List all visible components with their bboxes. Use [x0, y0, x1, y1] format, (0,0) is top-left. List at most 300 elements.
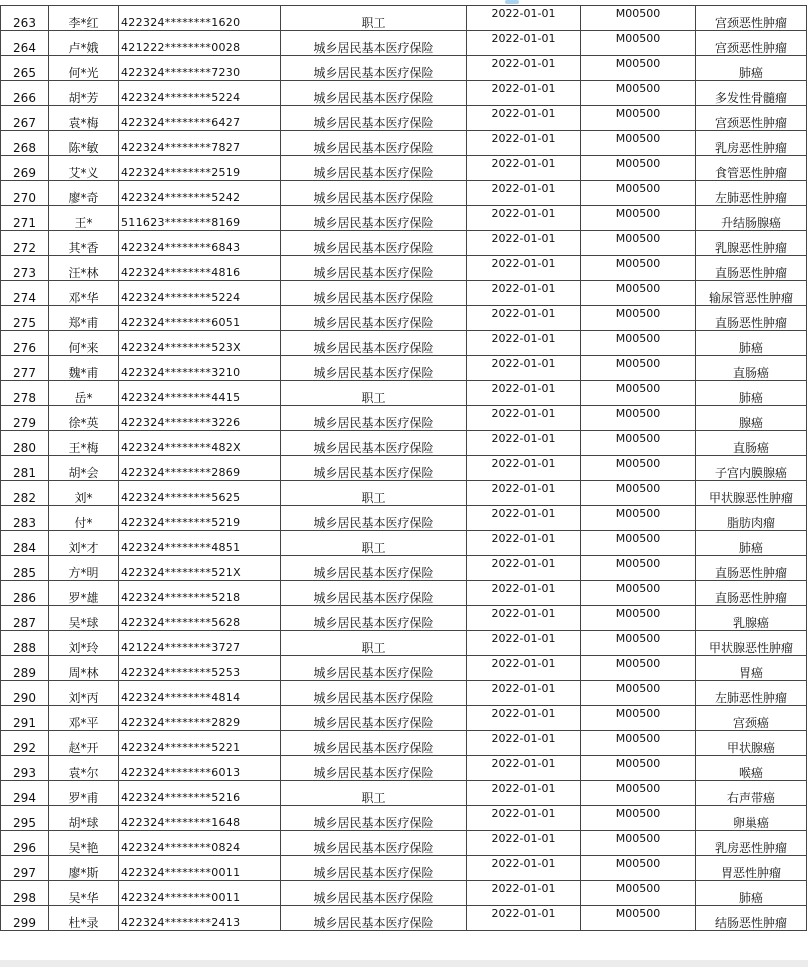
- diagnosis-cell[interactable]: 升结肠腺癌: [696, 206, 807, 231]
- code-cell[interactable]: M00500: [581, 281, 696, 306]
- code-cell[interactable]: M00500: [581, 356, 696, 381]
- diagnosis-cell[interactable]: 乳腺恶性肿瘤: [696, 231, 807, 256]
- insurance-type-cell[interactable]: 城乡居民基本医疗保险: [281, 681, 467, 706]
- table-row: [1, 706, 807, 731]
- date-cell[interactable]: 2022-01-01: [467, 156, 581, 181]
- date-cell[interactable]: 2022-01-01: [467, 906, 581, 931]
- diagnosis-cell[interactable]: 乳房恶性肿瘤: [696, 831, 807, 856]
- code-cell[interactable]: M00500: [581, 881, 696, 906]
- diagnosis-cell[interactable]: 直肠恶性肿瘤: [696, 581, 807, 606]
- name-cell[interactable]: 刘*玲: [49, 631, 119, 656]
- id-number-cell[interactable]: 422324********523X: [119, 331, 281, 356]
- diagnosis-cell[interactable]: 肺癌: [696, 56, 807, 81]
- diagnosis-cell[interactable]: 脂肪肉瘤: [696, 506, 807, 531]
- id-number-cell[interactable]: 422324********521X: [119, 556, 281, 581]
- table-row: [1, 406, 807, 431]
- name-cell[interactable]: 袁*梅: [49, 106, 119, 131]
- insurance-type-cell[interactable]: 职工: [281, 781, 467, 806]
- insurance-type-cell[interactable]: 职工: [281, 631, 467, 656]
- row-number-cell[interactable]: 286: [1, 581, 49, 606]
- id-number-cell[interactable]: 422324********5218: [119, 581, 281, 606]
- code-cell[interactable]: M00500: [581, 456, 696, 481]
- diagnosis-cell[interactable]: 乳房恶性肿瘤: [696, 131, 807, 156]
- table-row: [1, 506, 807, 531]
- name-cell[interactable]: 王*梅: [49, 431, 119, 456]
- id-number-cell[interactable]: 422324********2413: [119, 906, 281, 931]
- table-row: [1, 31, 807, 56]
- id-number-cell[interactable]: 422324********6013: [119, 756, 281, 781]
- table-row: [1, 356, 807, 381]
- table-row: [1, 656, 807, 681]
- table-row: [1, 106, 807, 131]
- row-number-cell[interactable]: 280: [1, 431, 49, 456]
- row-number-cell[interactable]: 275: [1, 306, 49, 331]
- row-number-cell[interactable]: 288: [1, 631, 49, 656]
- row-number-cell[interactable]: 295: [1, 806, 49, 831]
- insurance-type-cell[interactable]: 城乡居民基本医疗保险: [281, 106, 467, 131]
- date-cell[interactable]: 2022-01-01: [467, 256, 581, 281]
- insurance-type-cell[interactable]: 城乡居民基本医疗保险: [281, 331, 467, 356]
- table-row: [1, 831, 807, 856]
- code-cell[interactable]: M00500: [581, 556, 696, 581]
- table-row: [1, 56, 807, 81]
- id-number-cell[interactable]: 422324********5224: [119, 281, 281, 306]
- table-row: [1, 556, 807, 581]
- code-cell[interactable]: M00500: [581, 106, 696, 131]
- row-number-cell[interactable]: 284: [1, 531, 49, 556]
- table-row: [1, 456, 807, 481]
- date-cell[interactable]: 2022-01-01: [467, 481, 581, 506]
- date-cell[interactable]: 2022-01-01: [467, 406, 581, 431]
- table-row: [1, 881, 807, 906]
- id-number-cell[interactable]: 422324********482X: [119, 431, 281, 456]
- code-cell[interactable]: M00500: [581, 31, 696, 56]
- diagnosis-cell[interactable]: 宫颈恶性肿瘤: [696, 6, 807, 31]
- id-number-cell[interactable]: 422324********5242: [119, 181, 281, 206]
- date-cell[interactable]: 2022-01-01: [467, 281, 581, 306]
- insurance-type-cell[interactable]: 城乡居民基本医疗保险: [281, 856, 467, 881]
- insurance-type-cell[interactable]: 城乡居民基本医疗保险: [281, 281, 467, 306]
- table-row: [1, 81, 807, 106]
- id-number-cell[interactable]: 422324********5253: [119, 656, 281, 681]
- table-row: [1, 131, 807, 156]
- insurance-type-cell[interactable]: 城乡居民基本医疗保险: [281, 56, 467, 81]
- diagnosis-cell[interactable]: 宫颈恶性肿瘤: [696, 106, 807, 131]
- id-number-cell[interactable]: 422324********5224: [119, 81, 281, 106]
- row-number-cell[interactable]: 271: [1, 206, 49, 231]
- name-cell[interactable]: 岳*: [49, 381, 119, 406]
- date-cell[interactable]: 2022-01-01: [467, 431, 581, 456]
- name-cell[interactable]: 魏*甫: [49, 356, 119, 381]
- name-cell[interactable]: 罗*甫: [49, 781, 119, 806]
- selection-marker: [505, 0, 519, 4]
- code-cell[interactable]: M00500: [581, 806, 696, 831]
- row-number-cell[interactable]: 279: [1, 406, 49, 431]
- insurance-type-cell[interactable]: 城乡居民基本医疗保险: [281, 456, 467, 481]
- code-cell[interactable]: M00500: [581, 781, 696, 806]
- id-number-cell[interactable]: 511623********8169: [119, 206, 281, 231]
- code-cell[interactable]: M00500: [581, 856, 696, 881]
- date-cell[interactable]: 2022-01-01: [467, 856, 581, 881]
- name-cell[interactable]: 袁*尔: [49, 756, 119, 781]
- row-number-cell[interactable]: 272: [1, 231, 49, 256]
- diagnosis-cell[interactable]: 直肠癌: [696, 356, 807, 381]
- date-cell[interactable]: 2022-01-01: [467, 706, 581, 731]
- insurance-type-cell[interactable]: 城乡居民基本医疗保险: [281, 581, 467, 606]
- row-number-cell[interactable]: 269: [1, 156, 49, 181]
- row-number-cell[interactable]: 287: [1, 606, 49, 631]
- name-cell[interactable]: 胡*会: [49, 456, 119, 481]
- insurance-type-cell[interactable]: 城乡居民基本医疗保险: [281, 881, 467, 906]
- diagnosis-cell[interactable]: 甲状腺癌: [696, 731, 807, 756]
- row-number-cell[interactable]: 299: [1, 906, 49, 931]
- table-row: [1, 606, 807, 631]
- table-row: [1, 256, 807, 281]
- diagnosis-cell[interactable]: 输尿管恶性肿瘤: [696, 281, 807, 306]
- code-cell[interactable]: M00500: [581, 481, 696, 506]
- diagnosis-cell[interactable]: 肺癌: [696, 881, 807, 906]
- id-number-cell[interactable]: 422324********5219: [119, 506, 281, 531]
- row-number-cell[interactable]: 290: [1, 681, 49, 706]
- diagnosis-cell[interactable]: 直肠恶性肿瘤: [696, 256, 807, 281]
- insurance-type-cell[interactable]: 城乡居民基本医疗保险: [281, 356, 467, 381]
- diagnosis-cell[interactable]: 肺癌: [696, 331, 807, 356]
- code-cell[interactable]: M00500: [581, 181, 696, 206]
- row-number-cell[interactable]: 282: [1, 481, 49, 506]
- name-cell[interactable]: 付*: [49, 506, 119, 531]
- table-row: [1, 781, 807, 806]
- code-cell[interactable]: M00500: [581, 681, 696, 706]
- name-cell[interactable]: 赵*开: [49, 731, 119, 756]
- date-cell[interactable]: 2022-01-01: [467, 806, 581, 831]
- id-number-cell[interactable]: 422324********4814: [119, 681, 281, 706]
- name-cell[interactable]: 吴*华: [49, 881, 119, 906]
- code-cell[interactable]: M00500: [581, 831, 696, 856]
- id-number-cell[interactable]: 422324********5628: [119, 606, 281, 631]
- insurance-type-cell[interactable]: 城乡居民基本医疗保险: [281, 606, 467, 631]
- diagnosis-cell[interactable]: 甲状腺恶性肿瘤: [696, 481, 807, 506]
- date-cell[interactable]: 2022-01-01: [467, 381, 581, 406]
- bottom-scroll-strip: [0, 960, 808, 967]
- date-cell[interactable]: 2022-01-01: [467, 131, 581, 156]
- code-cell[interactable]: M00500: [581, 381, 696, 406]
- id-number-cell[interactable]: 422324********1648: [119, 806, 281, 831]
- code-cell[interactable]: M00500: [581, 331, 696, 356]
- insurance-type-cell[interactable]: 城乡居民基本医疗保险: [281, 431, 467, 456]
- name-cell[interactable]: 廖*斯: [49, 856, 119, 881]
- date-cell[interactable]: 2022-01-01: [467, 6, 581, 31]
- name-cell[interactable]: 其*香: [49, 231, 119, 256]
- table-row: [1, 731, 807, 756]
- insurance-type-cell[interactable]: 城乡居民基本医疗保险: [281, 906, 467, 931]
- insurance-type-cell[interactable]: 城乡居民基本医疗保险: [281, 81, 467, 106]
- insurance-type-cell[interactable]: 城乡居民基本医疗保险: [281, 131, 467, 156]
- code-cell[interactable]: M00500: [581, 506, 696, 531]
- name-cell[interactable]: 吴*球: [49, 606, 119, 631]
- row-number-cell[interactable]: 265: [1, 56, 49, 81]
- date-cell[interactable]: 2022-01-01: [467, 756, 581, 781]
- id-number-cell[interactable]: 421222********0028: [119, 31, 281, 56]
- row-number-cell[interactable]: 289: [1, 656, 49, 681]
- name-cell[interactable]: 邓*平: [49, 706, 119, 731]
- id-number-cell[interactable]: 422324********6427: [119, 106, 281, 131]
- table-row: [1, 856, 807, 881]
- date-cell[interactable]: 2022-01-01: [467, 106, 581, 131]
- id-number-cell[interactable]: 422324********0011: [119, 881, 281, 906]
- id-number-cell[interactable]: 422324********3210: [119, 356, 281, 381]
- table-row: [1, 481, 807, 506]
- id-number-cell[interactable]: 422324********4851: [119, 531, 281, 556]
- code-cell[interactable]: M00500: [581, 156, 696, 181]
- row-number-cell[interactable]: 274: [1, 281, 49, 306]
- table-row: [1, 181, 807, 206]
- code-cell[interactable]: M00500: [581, 256, 696, 281]
- row-number-cell[interactable]: 285: [1, 556, 49, 581]
- code-cell[interactable]: M00500: [581, 306, 696, 331]
- insurance-type-cell[interactable]: 职工: [281, 6, 467, 31]
- id-number-cell[interactable]: 422324********7827: [119, 131, 281, 156]
- row-number-cell[interactable]: 297: [1, 856, 49, 881]
- diagnosis-cell[interactable]: 胃癌: [696, 656, 807, 681]
- id-number-cell[interactable]: 422324********2829: [119, 706, 281, 731]
- id-number-cell[interactable]: 422324********0824: [119, 831, 281, 856]
- name-cell[interactable]: 李*红: [49, 6, 119, 31]
- insurance-type-cell[interactable]: 城乡居民基本医疗保险: [281, 806, 467, 831]
- insurance-type-cell[interactable]: 城乡居民基本医疗保险: [281, 181, 467, 206]
- table-row: [1, 231, 807, 256]
- table-row: [1, 331, 807, 356]
- row-number-cell[interactable]: 296: [1, 831, 49, 856]
- code-cell[interactable]: M00500: [581, 131, 696, 156]
- table-body: [1, 6, 807, 931]
- code-cell[interactable]: M00500: [581, 6, 696, 31]
- name-cell[interactable]: 刘*: [49, 481, 119, 506]
- insurance-type-cell[interactable]: 城乡居民基本医疗保险: [281, 756, 467, 781]
- code-cell[interactable]: M00500: [581, 731, 696, 756]
- diagnosis-cell[interactable]: 直肠恶性肿瘤: [696, 556, 807, 581]
- name-cell[interactable]: 郑*甫: [49, 306, 119, 331]
- row-number-cell[interactable]: 291: [1, 706, 49, 731]
- id-number-cell[interactable]: 422324********0011: [119, 856, 281, 881]
- date-cell[interactable]: 2022-01-01: [467, 331, 581, 356]
- diagnosis-cell[interactable]: 肺癌: [696, 381, 807, 406]
- insurance-type-cell[interactable]: 城乡居民基本医疗保险: [281, 31, 467, 56]
- table-row: [1, 156, 807, 181]
- row-number-cell[interactable]: 277: [1, 356, 49, 381]
- diagnosis-cell[interactable]: 食管恶性肿瘤: [696, 156, 807, 181]
- row-number-cell[interactable]: 266: [1, 81, 49, 106]
- row-number-cell[interactable]: 294: [1, 781, 49, 806]
- id-number-cell[interactable]: 422324********2519: [119, 156, 281, 181]
- insurance-type-cell[interactable]: 城乡居民基本医疗保险: [281, 656, 467, 681]
- date-cell[interactable]: 2022-01-01: [467, 506, 581, 531]
- code-cell[interactable]: M00500: [581, 656, 696, 681]
- date-cell[interactable]: 2022-01-01: [467, 81, 581, 106]
- name-cell[interactable]: 徐*英: [49, 406, 119, 431]
- date-cell[interactable]: 2022-01-01: [467, 531, 581, 556]
- name-cell[interactable]: 卢*娥: [49, 31, 119, 56]
- insurance-type-cell[interactable]: 城乡居民基本医疗保险: [281, 206, 467, 231]
- id-number-cell[interactable]: 421224********3727: [119, 631, 281, 656]
- date-cell[interactable]: 2022-01-01: [467, 881, 581, 906]
- code-cell[interactable]: M00500: [581, 606, 696, 631]
- diagnosis-cell[interactable]: 直肠癌: [696, 431, 807, 456]
- row-number-cell[interactable]: 283: [1, 506, 49, 531]
- insurance-type-cell[interactable]: 职工: [281, 481, 467, 506]
- date-cell[interactable]: 2022-01-01: [467, 631, 581, 656]
- row-number-cell[interactable]: 278: [1, 381, 49, 406]
- insurance-type-cell[interactable]: 城乡居民基本医疗保险: [281, 831, 467, 856]
- insurance-type-cell[interactable]: 城乡居民基本医疗保险: [281, 706, 467, 731]
- name-cell[interactable]: 陈*敏: [49, 131, 119, 156]
- date-cell[interactable]: 2022-01-01: [467, 56, 581, 81]
- diagnosis-cell[interactable]: 直肠恶性肿瘤: [696, 306, 807, 331]
- diagnosis-cell[interactable]: 右声带癌: [696, 781, 807, 806]
- table-row: [1, 756, 807, 781]
- table-row: [1, 681, 807, 706]
- row-number-cell[interactable]: 267: [1, 106, 49, 131]
- name-cell[interactable]: 刘*丙: [49, 681, 119, 706]
- code-cell[interactable]: M00500: [581, 231, 696, 256]
- table-row: [1, 306, 807, 331]
- diagnosis-cell[interactable]: 宫颈癌: [696, 706, 807, 731]
- code-cell[interactable]: M00500: [581, 631, 696, 656]
- code-cell[interactable]: M00500: [581, 56, 696, 81]
- name-cell[interactable]: 艾*义: [49, 156, 119, 181]
- date-cell[interactable]: 2022-01-01: [467, 581, 581, 606]
- insurance-type-cell[interactable]: 城乡居民基本医疗保险: [281, 556, 467, 581]
- id-number-cell[interactable]: 422324********4415: [119, 381, 281, 406]
- table-row: [1, 206, 807, 231]
- name-cell[interactable]: 廖*奇: [49, 181, 119, 206]
- id-number-cell[interactable]: 422324********3226: [119, 406, 281, 431]
- code-cell[interactable]: M00500: [581, 581, 696, 606]
- id-number-cell[interactable]: 422324********5216: [119, 781, 281, 806]
- id-number-cell[interactable]: 422324********7230: [119, 56, 281, 81]
- id-number-cell[interactable]: 422324********6051: [119, 306, 281, 331]
- code-cell[interactable]: M00500: [581, 81, 696, 106]
- insurance-type-cell[interactable]: 城乡居民基本医疗保险: [281, 406, 467, 431]
- name-cell[interactable]: 杜*录: [49, 906, 119, 931]
- id-number-cell[interactable]: 422324********1620: [119, 6, 281, 31]
- diagnosis-cell[interactable]: 胃恶性肿瘤: [696, 856, 807, 881]
- diagnosis-cell[interactable]: 喉癌: [696, 756, 807, 781]
- table-row: [1, 906, 807, 931]
- table-row: [1, 531, 807, 556]
- insurance-type-cell[interactable]: 城乡居民基本医疗保险: [281, 306, 467, 331]
- diagnosis-cell[interactable]: 肺癌: [696, 531, 807, 556]
- date-cell[interactable]: 2022-01-01: [467, 731, 581, 756]
- row-number-cell[interactable]: 281: [1, 456, 49, 481]
- diagnosis-cell[interactable]: 结肠恶性肿瘤: [696, 906, 807, 931]
- date-cell[interactable]: 2022-01-01: [467, 656, 581, 681]
- insurance-type-cell[interactable]: 城乡居民基本医疗保险: [281, 156, 467, 181]
- diagnosis-cell[interactable]: 左肺恶性肿瘤: [696, 681, 807, 706]
- id-number-cell[interactable]: 422324********5625: [119, 481, 281, 506]
- table-row: [1, 631, 807, 656]
- name-cell[interactable]: 胡*球: [49, 806, 119, 831]
- name-cell[interactable]: 罗*雄: [49, 581, 119, 606]
- insurance-type-cell[interactable]: 城乡居民基本医疗保险: [281, 731, 467, 756]
- date-cell[interactable]: 2022-01-01: [467, 831, 581, 856]
- code-cell[interactable]: M00500: [581, 431, 696, 456]
- row-number-cell[interactable]: 263: [1, 6, 49, 31]
- date-cell[interactable]: 2022-01-01: [467, 356, 581, 381]
- insurance-type-cell[interactable]: 职工: [281, 381, 467, 406]
- date-cell[interactable]: 2022-01-01: [467, 206, 581, 231]
- insurance-type-cell[interactable]: 城乡居民基本医疗保险: [281, 231, 467, 256]
- date-cell[interactable]: 2022-01-01: [467, 556, 581, 581]
- date-cell[interactable]: 2022-01-01: [467, 681, 581, 706]
- row-number-cell[interactable]: 293: [1, 756, 49, 781]
- table-row: [1, 581, 807, 606]
- row-number-cell[interactable]: 276: [1, 331, 49, 356]
- table-row: [1, 281, 807, 306]
- name-cell[interactable]: 吴*艳: [49, 831, 119, 856]
- diagnosis-cell[interactable]: 卵巢癌: [696, 806, 807, 831]
- row-number-cell[interactable]: 264: [1, 31, 49, 56]
- name-cell[interactable]: 汪*林: [49, 256, 119, 281]
- diagnosis-cell[interactable]: 子宫内膜腺癌: [696, 456, 807, 481]
- insurance-type-cell[interactable]: 职工: [281, 531, 467, 556]
- date-cell[interactable]: 2022-01-01: [467, 781, 581, 806]
- row-number-cell[interactable]: 268: [1, 131, 49, 156]
- diagnosis-cell[interactable]: 甲状腺恶性肿瘤: [696, 631, 807, 656]
- date-cell[interactable]: 2022-01-01: [467, 181, 581, 206]
- name-cell[interactable]: 何*来: [49, 331, 119, 356]
- code-cell[interactable]: M00500: [581, 756, 696, 781]
- name-cell[interactable]: 邓*华: [49, 281, 119, 306]
- diagnosis-cell[interactable]: 左肺恶性肿瘤: [696, 181, 807, 206]
- row-number-cell[interactable]: 292: [1, 731, 49, 756]
- name-cell[interactable]: 刘*才: [49, 531, 119, 556]
- name-cell[interactable]: 方*明: [49, 556, 119, 581]
- patient-table: [0, 5, 807, 931]
- code-cell[interactable]: M00500: [581, 706, 696, 731]
- diagnosis-cell[interactable]: 多发性骨髓瘤: [696, 81, 807, 106]
- name-cell[interactable]: 周*林: [49, 656, 119, 681]
- code-cell[interactable]: M00500: [581, 531, 696, 556]
- name-cell[interactable]: 何*光: [49, 56, 119, 81]
- code-cell[interactable]: M00500: [581, 906, 696, 931]
- code-cell[interactable]: M00500: [581, 406, 696, 431]
- insurance-type-cell[interactable]: 城乡居民基本医疗保险: [281, 506, 467, 531]
- date-cell[interactable]: 2022-01-01: [467, 31, 581, 56]
- date-cell[interactable]: 2022-01-01: [467, 606, 581, 631]
- row-number-cell[interactable]: 273: [1, 256, 49, 281]
- table-row: [1, 6, 807, 31]
- insurance-type-cell[interactable]: 城乡居民基本医疗保险: [281, 256, 467, 281]
- diagnosis-cell[interactable]: 乳腺癌: [696, 606, 807, 631]
- diagnosis-cell[interactable]: 腺癌: [696, 406, 807, 431]
- date-cell[interactable]: 2022-01-01: [467, 231, 581, 256]
- table-row: [1, 431, 807, 456]
- table-row: [1, 806, 807, 831]
- id-number-cell[interactable]: 422324********4816: [119, 256, 281, 281]
- date-cell[interactable]: 2022-01-01: [467, 306, 581, 331]
- table-row: [1, 381, 807, 406]
- code-cell[interactable]: M00500: [581, 206, 696, 231]
- id-number-cell[interactable]: 422324********2869: [119, 456, 281, 481]
- name-cell[interactable]: 王*: [49, 206, 119, 231]
- date-cell[interactable]: 2022-01-01: [467, 456, 581, 481]
- row-number-cell[interactable]: 270: [1, 181, 49, 206]
- row-number-cell[interactable]: 298: [1, 881, 49, 906]
- id-number-cell[interactable]: 422324********6843: [119, 231, 281, 256]
- id-number-cell[interactable]: 422324********5221: [119, 731, 281, 756]
- name-cell[interactable]: 胡*芳: [49, 81, 119, 106]
- diagnosis-cell[interactable]: 宫颈恶性肿瘤: [696, 31, 807, 56]
